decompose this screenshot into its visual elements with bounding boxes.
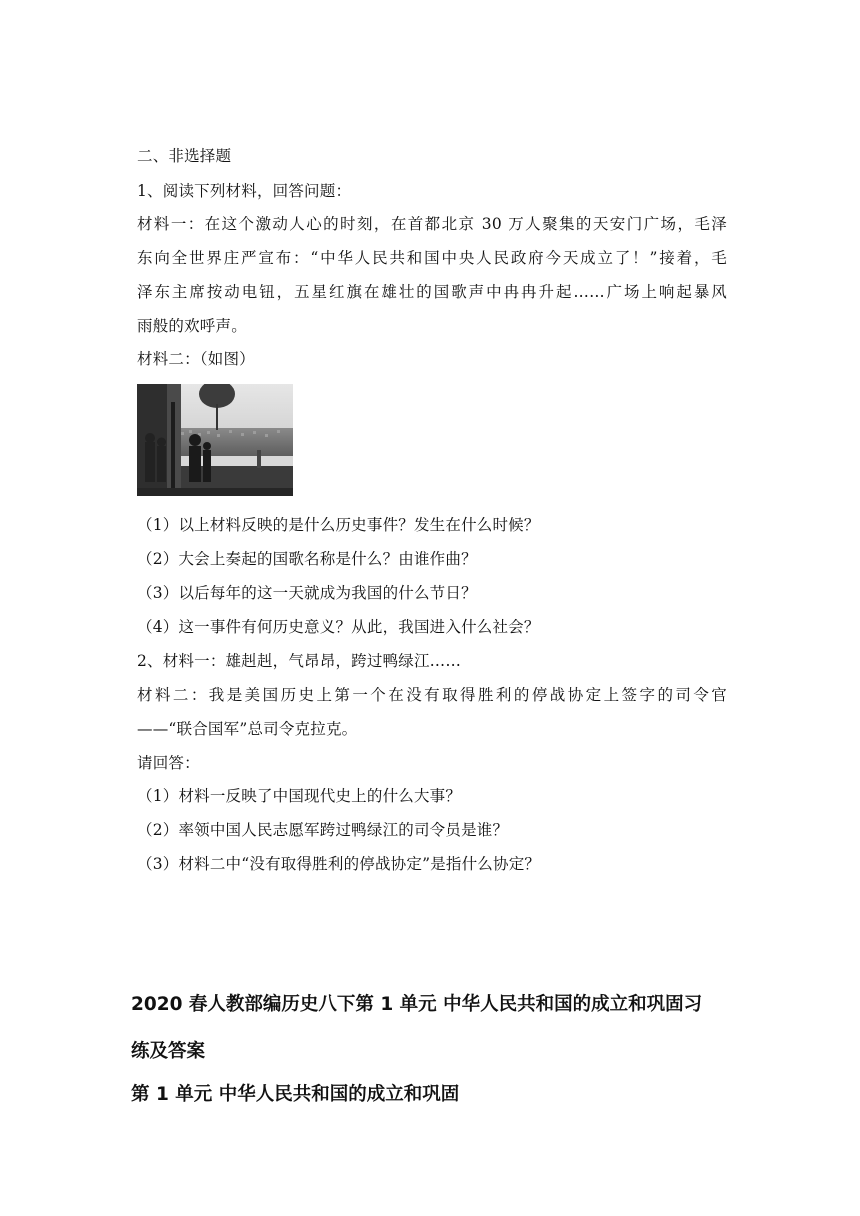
- q2-question-2: （2）率领中国人民志愿军跨过鸭绿江的司令员是谁？: [137, 821, 509, 839]
- q1-question-2: （2）大会上奏起的国歌名称是什么？由谁作曲？: [137, 550, 477, 568]
- section-heading: 二、非选择题: [137, 147, 232, 165]
- q1-question-3: （3）以后每年的这一天就成为我国的什么节日？: [137, 584, 477, 602]
- q1-material-1-line-2: 东向全世界庄严宣布：“中华人民共和国中央人民政府今天成立了！”接着，毛: [137, 249, 727, 267]
- q2-question-1: （1）材料一反映了中国现代史上的什么大事？: [137, 787, 462, 805]
- q1-material-2-label: 材料二：（如图）: [137, 350, 255, 368]
- q1-material-1-line-1: 材料一：在这个激动人心的时刻，在首都北京 30 万人聚集的天安门广场，毛泽: [137, 215, 727, 233]
- q2-question-3: （3）材料二中“没有取得胜利的停战协定”是指什么协定？: [137, 855, 541, 873]
- document-title-line-2: 练及答案: [131, 1041, 206, 1062]
- q2-prompt: 请回答：: [137, 754, 200, 772]
- document-title-line-1: 2020 春人教部编历史八下第 1 单元 中华人民共和国的成立和巩固习: [131, 994, 703, 1015]
- q1-question-4: （4）这一事件有何历史意义？从此，我国进入什么社会？: [137, 618, 540, 636]
- question-1-intro: 1、阅读下列材料，回答问题：: [137, 182, 352, 200]
- founding-ceremony-photo: [137, 384, 293, 496]
- q1-material-1-line-3: 泽东主席按动电钮，五星红旗在雄壮的国歌声中冉冉升起……广场上响起暴风: [137, 283, 727, 301]
- q2-material-1: 2、材料一：雄赳赳，气昂昂，跨过鸭绿江……: [137, 652, 462, 670]
- unit-title: 第 1 单元 中华人民共和国的成立和巩固: [131, 1084, 460, 1105]
- q2-material-2-line-1: 材料二：我是美国历史上第一个在没有取得胜利的停战协定上签字的司令官: [137, 686, 727, 704]
- q1-material-1-line-4: 雨般的欢呼声。: [137, 317, 247, 335]
- q2-material-2-line-2: ——“联合国军”总司令克拉克。: [137, 720, 358, 738]
- q1-question-1: （1）以上材料反映的是什么历史事件？发生在什么时候？: [137, 516, 540, 534]
